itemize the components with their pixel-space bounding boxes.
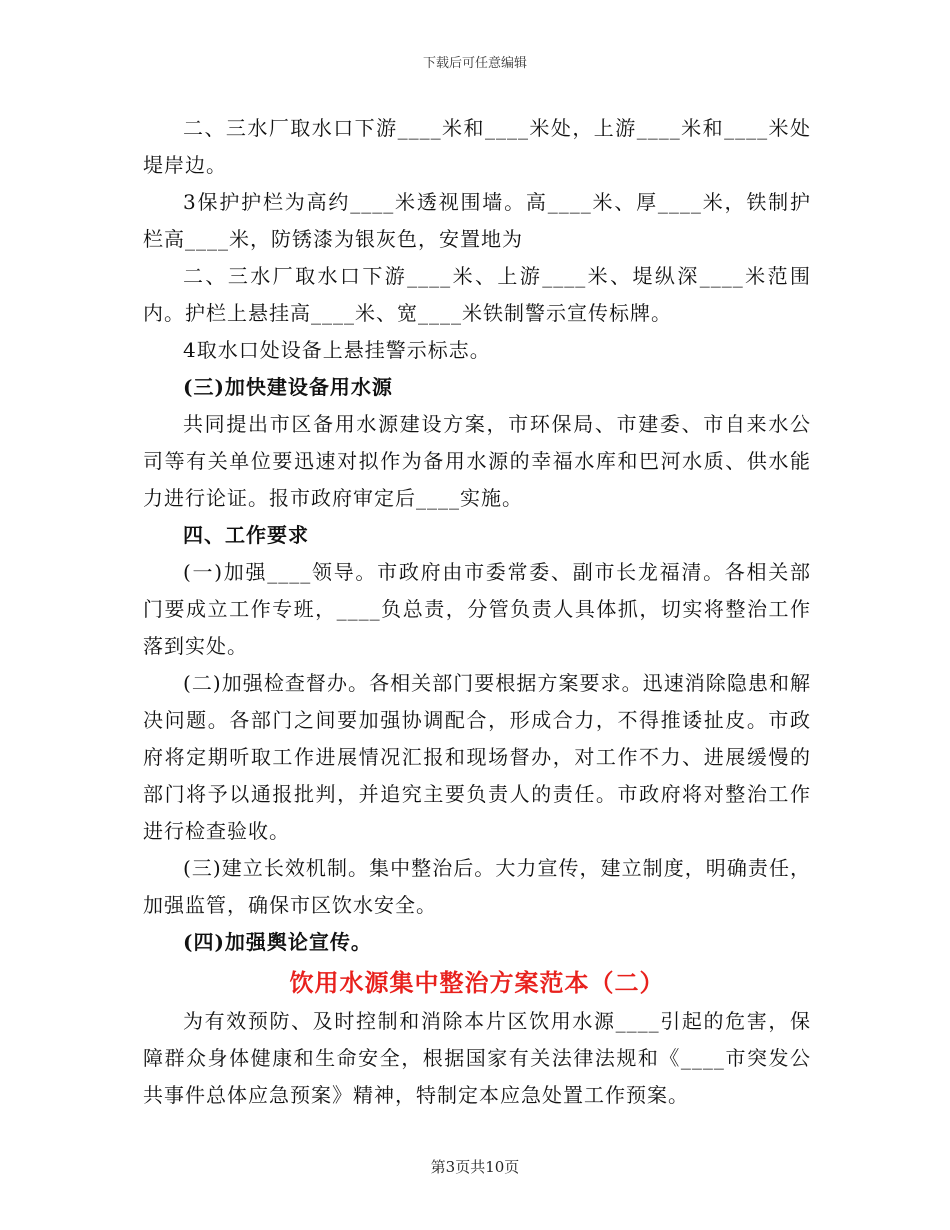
page-footer: 第3页共10页	[430, 1158, 520, 1176]
heading-publicity: (四)加强舆论宣传。	[183, 930, 372, 954]
paragraph-1: 二、三水厂取水口下游____米和____米处，上游____米和____米处堤岸边。	[143, 116, 811, 177]
paragraph-10: (三)建立长效机制。集中整治后。大力宣传，建立制度，明确责任，加强监管，确保市区饮水安全。	[143, 856, 811, 917]
paragraph-3: 二、三水厂取水口下游____米、上游____米、堤纵深____米范围内。护栏上悬挂高____米、宽____米铁制警示宣传标牌。	[143, 264, 811, 325]
paragraph-9: (二)加强检查督办。各相关部门要根据方案要求。迅速消除隐患和解决问题。各部门之间要加强协调配合，形成合力，不得推诿扯皮。市政府将定期听取工作进展情况汇报和现场督办，对工作不力、进展缓慢的部门将予以通报批判，并追究主要负责人的责任。市政府将对整治工作进行检查验收。	[143, 671, 811, 843]
document-body	[143, 110, 811, 1114]
page-header: 下载后可任意编辑	[422, 56, 527, 71]
heading-work-requirements: 四、工作要求	[183, 523, 309, 547]
paragraph-6: 共同提出市区备用水源建设方案，市环保局、市建委、市自来水公司等有关单位要迅速对拟作为备用水源的幸福水库和巴河水质、供水能力进行论证。报市政府审定后____实施。	[143, 412, 811, 510]
paragraph-8: (一)加强____领导。市政府由市委常委、副市长龙福清。各相关部门要成立工作专班，____负总责，分管负责人具体抓，切实将整治工作落到实处。	[143, 560, 811, 658]
paragraph-4: 4取水口处设备上悬挂警示标志。	[183, 338, 491, 362]
paragraph-intro: 为有效预防、及时控制和消除本片区饮用水源____引起的危害，保障群众身体健康和生命安全，根据国家有关法律法规和《____市突发公共事件总体应急预案》精神，特制定本应急处置工作预案。	[143, 1009, 811, 1107]
section-title: 饮用水源集中整治方案范本（二）	[289, 968, 665, 997]
heading-backup-water-source: (三)加快建设备用水源	[183, 375, 393, 399]
paragraph-2: 3保护护栏为高约____米透视围墙。高____米、厚____米，铁制护栏高____米，防锈漆为银灰色，安置地为	[143, 190, 811, 251]
